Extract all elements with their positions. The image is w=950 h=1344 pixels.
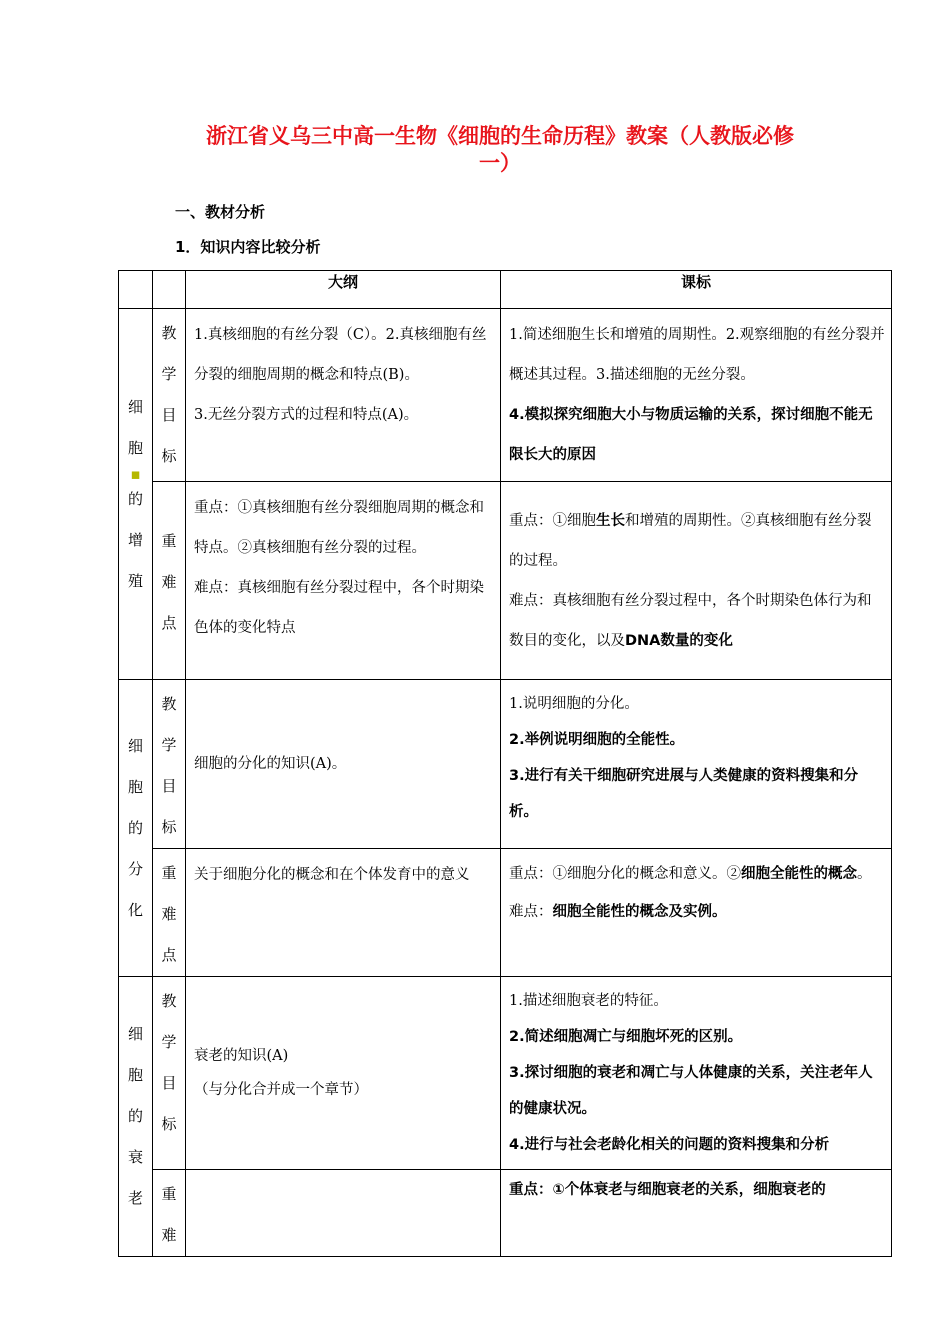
section-name-proliferation: 细 胞 ▪ 的 增 殖 bbox=[119, 309, 153, 680]
header-standard: 课标 bbox=[501, 271, 892, 309]
table-header-row bbox=[119, 271, 892, 309]
table-row bbox=[119, 680, 892, 849]
table-row bbox=[119, 309, 892, 482]
standard-cell: 重点：①个体衰老与细胞衰老的关系，细胞衰老的 bbox=[501, 1170, 892, 1257]
outline-cell: 重点：①真核细胞有丝分裂细胞周期的概念和特点。②真核细胞有丝分裂的过程。 难点：真核细胞有丝分裂过程中，各个时期染色体的变化特点 bbox=[186, 482, 501, 680]
category-key-points: 重 难 点 bbox=[153, 482, 186, 680]
section-name-differentiation: 细 胞 的 分 化 bbox=[119, 680, 153, 977]
category-key-points: 重 难 点 bbox=[153, 849, 186, 977]
standard-cell: 1.简述细胞生长和增殖的周期性。2.观察细胞的有丝分裂并概述其过程。3.描述细胞的无丝分裂。 4.模拟探究细胞大小与物质运输的关系，探讨细胞不能无限长大的原因 bbox=[501, 309, 892, 482]
outline-cell: 衰老的知识(A) （与分化合并成一个章节） bbox=[186, 977, 501, 1170]
section-name-aging: 细 胞 的 衰 老 bbox=[119, 977, 153, 1257]
table-row bbox=[119, 1170, 892, 1257]
outline-cell: 细胞的分化的知识(A)。 bbox=[186, 680, 501, 849]
comparison-table bbox=[118, 270, 892, 1257]
outline-cell bbox=[186, 1170, 501, 1257]
standard-cell: 1.说明细胞的分化。 2.举例说明细胞的全能性。 3.进行有关干细胞研究进展与人类健康的资料搜集和分析。 bbox=[501, 680, 892, 849]
header-empty-cell bbox=[119, 271, 153, 309]
document-title-line2: 一） bbox=[479, 151, 521, 175]
table-row bbox=[119, 482, 892, 680]
standard-cell: 1.描述细胞衰老的特征。 2.简述细胞凋亡与细胞坏死的区别。 3.探讨细胞的衰老和凋亡与人体健康的关系，关注老年人的健康状况。 4.进行与社会老龄化相关的问题的资料搜集和分析 bbox=[501, 977, 892, 1170]
document-title-line1: 浙江省义乌三中高一生物《细胞的生命历程》教案（人教版必修 bbox=[206, 124, 794, 148]
table-row bbox=[119, 977, 892, 1170]
category-goals: 教 学 目 标 bbox=[153, 680, 186, 849]
header-outline: 大纲 bbox=[186, 271, 501, 309]
outline-cell: 1.真核细胞的有丝分裂（C）。2.真核细胞有丝分裂的细胞周期的概念和特点(B)。 3.无丝分裂方式的过程和特点(A)。 bbox=[186, 309, 501, 482]
header-empty-cell bbox=[153, 271, 186, 309]
table-row bbox=[119, 849, 892, 977]
category-key-points: 重 难 bbox=[153, 1170, 186, 1257]
category-goals: 教 学 目 标 bbox=[153, 977, 186, 1170]
subsection-heading: 1．知识内容比较分析 bbox=[175, 238, 321, 256]
category-goals: 教 学 目 标 bbox=[153, 309, 186, 482]
outline-cell: 关于细胞分化的概念和在个体发育中的意义 bbox=[186, 849, 501, 977]
standard-cell: 重点：①细胞分化的概念和意义。②细胞全能性的概念。 难点：细胞全能性的概念及实例。 bbox=[501, 849, 892, 977]
standard-cell: 重点：①细胞生长和增殖的周期性。②真核细胞有丝分裂的过程。 难点：真核细胞有丝分裂过程中，各个时期染色体行为和数目的变化，以及DNA数量的变化 bbox=[501, 482, 892, 680]
section-heading: 一、教材分析 bbox=[175, 203, 266, 221]
